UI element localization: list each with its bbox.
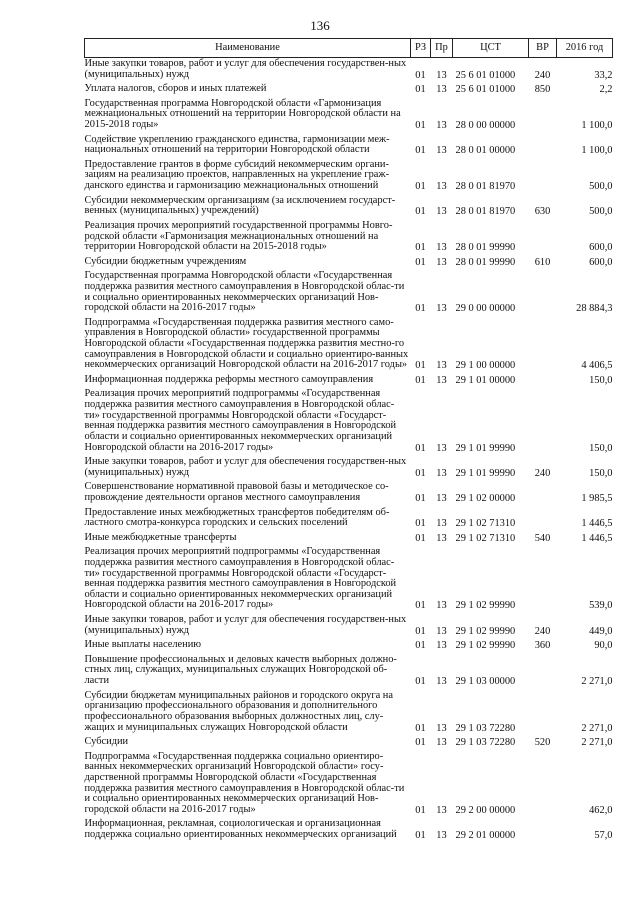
row-rz-code: 01 (415, 804, 426, 816)
row-name: Субсидии (84, 736, 129, 748)
row-cst-code: 29 1 02 99990 (455, 640, 516, 652)
budget-table (84, 38, 613, 844)
row-rz-code: 01 (415, 518, 426, 530)
row-pr-code: 13 (436, 442, 447, 454)
row-name: Совершенствование нормативной правовой базы и методическое со-провождение деятельности органов местного самоуправления (84, 481, 389, 503)
row-cst-code: 29 1 03 72280 (455, 722, 516, 734)
row-name: Предоставление грантов в форме субсидий некоммерческим органи-зациям на реализацию проектов, направленных на укрепление граж-данского единства и гармонизацию межнациональных отношений (84, 158, 390, 192)
row-name: Реализация прочих мероприятий государственной программы Новго-родской области «Гармонизация межнациональных отношений на территории Новгородской области на 2015-2018 годы» (84, 219, 393, 253)
row-vr-code (529, 388, 557, 456)
header-vr: ВР (529, 39, 557, 58)
table-row (85, 456, 613, 481)
row-name: Субсидии бюджетным учреждениям (84, 255, 247, 267)
row-vr-code (529, 317, 557, 374)
row-name: Иные закупки товаров, работ и услуг для обеспечения государствен-ных (муниципальных) нужд (84, 614, 407, 636)
row-cst-code: 25 6 01 01000 (455, 69, 516, 81)
row-cst-code: 29 1 03 72280 (455, 737, 516, 749)
row-rz-code: 01 (415, 676, 426, 688)
row-vr-code (529, 818, 557, 843)
row-name: Субсидии бюджетам муниципальных районов и городского округа на организацию профессионального образования и дополнительного профессионального образования выборных должностных лиц, слу-жащих и муниципальных служащих Новгородской области (84, 689, 393, 733)
row-cst-code: 29 0 00 00000 (455, 303, 516, 315)
row-cst-code: 29 1 02 00000 (455, 492, 516, 504)
header-year-2016: 2016 год (557, 39, 613, 58)
row-amount-2016: 1 100,0 (581, 145, 613, 157)
row-name: Иные межбюджетные трансферты (84, 531, 237, 543)
row-pr-code: 13 (436, 145, 447, 157)
row-pr-code: 13 (436, 532, 447, 544)
row-amount-2016: 2 271,0 (581, 676, 613, 688)
row-pr-code: 13 (436, 737, 447, 749)
row-pr-code: 13 (436, 360, 447, 372)
table-row (85, 98, 613, 134)
row-amount-2016: 449,0 (589, 625, 613, 637)
row-cst-code: 28 0 01 81970 (455, 206, 516, 218)
row-amount-2016: 150,0 (589, 467, 613, 479)
header-rz: РЗ (411, 39, 431, 58)
row-rz-code: 01 (415, 242, 426, 254)
table-row (85, 256, 613, 271)
row-pr-code: 13 (436, 303, 447, 315)
row-pr-code: 13 (436, 467, 447, 479)
row-name: Реализация прочих мероприятий подпрограммы «Государственная поддержка развития местного самоуправления в Новгородской облас-ти» государственной программы Новгородской области «Государст-венная поддержка развития местного самоуправления в Новгородской области и социально ориентированных некоммерческих организаций Новгородской области на 2016-2017 годы» (84, 546, 397, 611)
row-cst-code: 28 0 01 81970 (455, 181, 516, 193)
row-vr-code: 240 (534, 625, 551, 637)
table-row (85, 736, 613, 751)
row-pr-code: 13 (436, 120, 447, 132)
row-amount-2016: 1 100,0 (581, 120, 613, 132)
row-pr-code: 13 (436, 804, 447, 816)
row-vr-code: 630 (534, 206, 551, 218)
row-rz-code: 01 (415, 830, 426, 841)
row-name: Иные выплаты населению (84, 639, 202, 651)
row-vr-code (529, 134, 557, 159)
row-cst-code: 29 1 00 00000 (455, 360, 516, 372)
row-cst-code: 29 1 01 99990 (455, 467, 516, 479)
row-rz-code: 01 (415, 181, 426, 193)
table-row (85, 159, 613, 195)
table-row (85, 818, 613, 843)
row-rz-code: 01 (415, 69, 426, 81)
page-number: 136 (310, 18, 330, 33)
table-row (85, 654, 613, 690)
row-rz-code: 01 (415, 737, 426, 749)
row-amount-2016: 600,0 (589, 242, 613, 254)
row-cst-code: 28 0 01 99990 (455, 256, 516, 268)
row-pr-code: 13 (436, 600, 447, 612)
table-row (85, 317, 613, 374)
table-row (85, 374, 613, 389)
row-cst-code: 29 1 02 71310 (455, 532, 516, 544)
row-amount-2016: 28 884,3 (576, 303, 613, 315)
row-amount-2016: 150,0 (589, 374, 613, 386)
row-vr-code (529, 98, 557, 134)
row-cst-code: 29 2 00 00000 (455, 804, 516, 816)
row-cst-code: 29 1 02 99990 (455, 625, 516, 637)
row-vr-code: 540 (534, 532, 551, 544)
row-rz-code: 01 (415, 120, 426, 132)
row-vr-code (529, 507, 557, 532)
row-amount-2016: 90,0 (594, 640, 613, 652)
row-pr-code: 13 (436, 676, 447, 688)
row-pr-code: 13 (436, 518, 447, 530)
row-name: Государственная программа Новгородской области «Гармонизация межнациональных отношений на территории Новгородской области на 2015-2018 годы» (84, 97, 401, 131)
row-pr-code: 13 (436, 69, 447, 81)
row-rz-code: 01 (415, 84, 426, 96)
row-vr-code: 240 (534, 467, 551, 479)
row-cst-code: 25 6 01 01000 (455, 84, 516, 96)
row-amount-2016: 600,0 (589, 256, 613, 268)
row-cst-code: 29 1 01 00000 (455, 374, 516, 386)
row-amount-2016: 33,2 (594, 69, 613, 81)
header-cst: ЦСТ (453, 39, 529, 58)
row-name: Иные закупки товаров, работ и услуг для обеспечения государствен-ных (муниципальных) нужд (84, 58, 407, 80)
row-amount-2016: 462,0 (589, 804, 613, 816)
row-name: Субсидии некоммерческим организациям (за исключением государст-венных (муниципальных) учреждений) (84, 194, 396, 217)
row-rz-code: 01 (415, 206, 426, 218)
table-row (85, 751, 613, 819)
row-amount-2016: 500,0 (589, 181, 613, 193)
table-row (85, 507, 613, 532)
row-name: Реализация прочих мероприятий подпрограммы «Государственная поддержка развития местного самоуправления в Новгородской облас-ти» государственной программы Новгородской области «Государст-венная поддержка развития местного самоуправления в Новгородской области и социально ориентированных некоммерческих организаций Новгородской области на 2016-2017 годы» (84, 388, 397, 453)
row-vr-code: 850 (534, 84, 551, 96)
row-vr-code: 240 (534, 69, 551, 81)
row-name: Уплата налогов, сборов и иных платежей (84, 83, 267, 95)
table-row (85, 481, 613, 506)
row-rz-code: 01 (415, 442, 426, 454)
table-body (85, 58, 613, 844)
row-amount-2016: 1 985,5 (581, 492, 613, 504)
row-amount-2016: 1 446,5 (581, 532, 613, 544)
row-pr-code: 13 (436, 640, 447, 652)
row-pr-code: 13 (436, 625, 447, 637)
row-vr-code (529, 481, 557, 506)
row-cst-code: 29 1 01 99990 (455, 442, 516, 454)
row-vr-code: 360 (534, 640, 551, 652)
row-name: Информационная поддержка реформы местного самоуправления (84, 373, 374, 385)
row-vr-code (529, 654, 557, 690)
table-row (85, 83, 613, 98)
table-row (85, 58, 613, 84)
table-row (85, 546, 613, 614)
row-pr-code: 13 (436, 830, 447, 841)
row-pr-code: 13 (436, 256, 447, 268)
row-name: Предоставление иных межбюджетных трансфертов победителям об-ластного смотра-конкурса городских и сельских поселений (84, 506, 390, 529)
row-amount-2016: 150,0 (589, 442, 613, 454)
row-pr-code: 13 (436, 722, 447, 734)
row-cst-code: 28 0 00 00000 (455, 120, 516, 132)
row-name: Информационная, рекламная, социологическая и организационная поддержка социально ориентированных некоммерческих организаций (84, 818, 397, 840)
row-vr-code (529, 220, 557, 256)
table-row (85, 195, 613, 220)
row-rz-code: 01 (415, 256, 426, 268)
row-cst-code: 29 1 03 00000 (455, 676, 516, 688)
row-rz-code: 01 (415, 640, 426, 652)
row-pr-code: 13 (436, 242, 447, 254)
row-pr-code: 13 (436, 84, 447, 96)
row-pr-code: 13 (436, 206, 447, 218)
row-rz-code: 01 (415, 492, 426, 504)
row-name: Содействие укреплению гражданского единства, гармонизации меж-национальных отношений на территории Новгородской области (84, 133, 390, 156)
row-cst-code: 28 0 01 99990 (455, 242, 516, 254)
table-row (85, 134, 613, 159)
row-rz-code: 01 (415, 145, 426, 157)
row-cst-code: 28 0 01 00000 (455, 145, 516, 157)
row-vr-code (529, 270, 557, 316)
row-vr-code (529, 546, 557, 614)
row-name: Повышение профессиональных и деловых качеств выборных должно-стных лиц, служащих, муниципальных служащих Новгородской об-ласти (84, 653, 397, 687)
row-cst-code: 29 1 02 71310 (455, 518, 516, 530)
row-cst-code: 29 1 02 99990 (455, 600, 516, 612)
row-amount-2016: 2,2 (599, 84, 613, 96)
row-amount-2016: 1 446,5 (581, 518, 613, 530)
row-vr-code (529, 751, 557, 819)
row-rz-code: 01 (415, 467, 426, 479)
row-name: Государственная программа Новгородской области «Государственная поддержка развития местного самоуправления в Новгородской облас-ти и социально ориентированных некоммерческих организаций Нов-городской области на 2016-2017 годы» (84, 270, 405, 314)
row-amount-2016: 2 271,0 (581, 737, 613, 749)
row-vr-code (529, 690, 557, 736)
row-name: Подпрограмма «Государственная поддержка социально ориентиро-ванных некоммерческих организаций Новгородской области» госу-дарственной программы Новгородской области «Государственная поддержка развития местного самоуправления в Новгородской облас-ти и социально ориентированных некоммерческих организаций Нов-городской области на 2016-2017 годы» (84, 750, 405, 815)
row-rz-code: 01 (415, 303, 426, 315)
row-pr-code: 13 (436, 492, 447, 504)
row-vr-code (529, 374, 557, 389)
header-name: Наименование (85, 39, 411, 58)
row-vr-code (529, 159, 557, 195)
table-row (85, 690, 613, 736)
row-rz-code: 01 (415, 532, 426, 544)
row-rz-code: 01 (415, 722, 426, 734)
table-row (85, 614, 613, 639)
row-rz-code: 01 (415, 360, 426, 372)
row-rz-code: 01 (415, 374, 426, 386)
table-header-row (85, 39, 613, 58)
row-rz-code: 01 (415, 600, 426, 612)
row-amount-2016: 500,0 (589, 206, 613, 218)
table-row (85, 388, 613, 456)
header-pr: Пр (431, 39, 453, 58)
row-pr-code: 13 (436, 181, 447, 193)
row-amount-2016: 57,0 (594, 830, 613, 841)
row-amount-2016: 539,0 (589, 600, 613, 612)
row-amount-2016: 4 406,5 (581, 360, 613, 372)
table-row (85, 532, 613, 547)
row-name: Иные закупки товаров, работ и услуг для обеспечения государствен-ных (муниципальных) нужд (84, 456, 407, 478)
row-pr-code: 13 (436, 374, 447, 386)
table-row (85, 639, 613, 654)
row-rz-code: 01 (415, 625, 426, 637)
row-vr-code: 610 (534, 256, 551, 268)
row-name: Подпрограмма «Государственная поддержка развития местного само-управления в Новгородской области» государственной программы Новгородской области «Государственная поддержка развития местно-го самоуправления в Новгородской области и социально ориентиро-ванных некоммерческих организаций Новгородской области на 2016-2017 годы» (84, 316, 409, 371)
row-amount-2016: 2 271,0 (581, 722, 613, 734)
row-cst-code: 29 2 01 00000 (455, 830, 516, 841)
row-vr-code: 520 (534, 737, 551, 749)
table-row (85, 220, 613, 256)
table-row (85, 270, 613, 316)
